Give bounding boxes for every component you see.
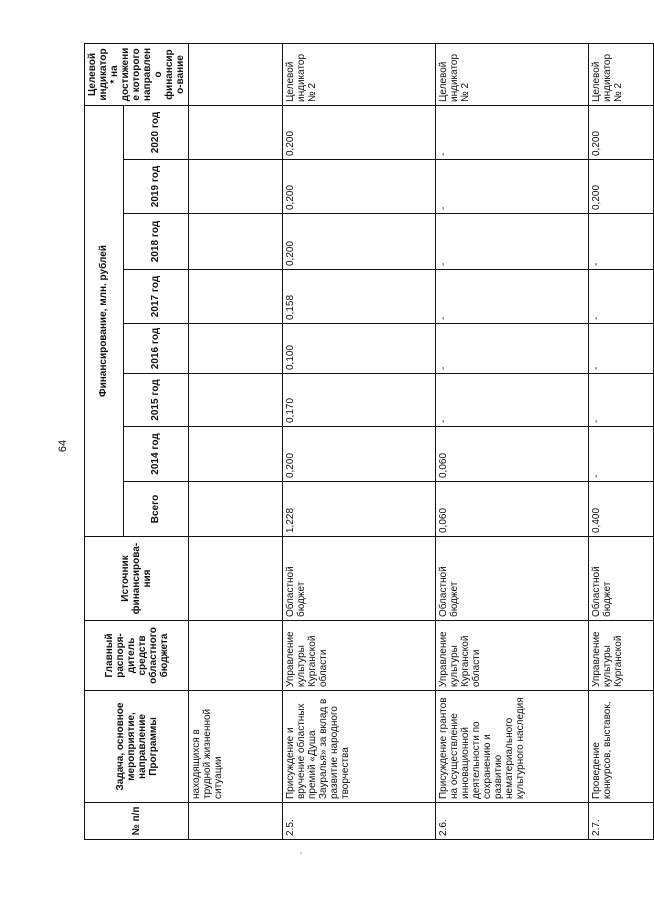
cell-num: 2.7.	[589, 803, 654, 840]
cell-2019: 0,200	[589, 160, 654, 214]
rotated-table-container	[84, 44, 624, 840]
page-number: 64	[57, 439, 69, 453]
header-2017: 2017 год	[123, 270, 188, 324]
cell-distributor	[189, 621, 283, 691]
table-row	[589, 44, 654, 840]
header-2018: 2018 год	[123, 214, 188, 270]
scan-speck	[300, 852, 302, 854]
cell-2014	[189, 427, 283, 482]
cell-2020	[189, 106, 283, 160]
table-row	[436, 44, 589, 840]
cell-2018: 0,200	[283, 214, 436, 270]
header-total: Всего	[123, 482, 188, 537]
cell-indicator: Целевой индикатор № 2	[283, 44, 436, 106]
cell-2020: -	[436, 106, 589, 160]
header-distributor: Главный распоря-дитель средств областного бюджета	[85, 621, 189, 691]
cell-2015: -	[436, 374, 589, 427]
cell-source: Областной бюджет	[589, 537, 654, 621]
cell-2017: -	[436, 270, 589, 324]
header-2020: 2020 год	[123, 106, 188, 160]
cell-2017: 0,158	[283, 270, 436, 324]
cell-total	[189, 482, 283, 537]
header-financing: Финансирование, млн. рублей	[85, 106, 124, 537]
cell-2019	[189, 160, 283, 214]
table-row	[283, 44, 436, 840]
cell-total: 0,400	[589, 482, 654, 537]
cell-2018	[189, 214, 283, 270]
cell-num: 2.5.	[283, 803, 436, 840]
cell-2014: 0,200	[283, 427, 436, 482]
cell-task: Присуждение и вручение областных премий «Душа Зауралья» за вклад в развитие народного творчества	[283, 691, 436, 803]
cell-2016	[189, 324, 283, 374]
header-task: Задача, основное мероприятие, направление Программы	[85, 691, 189, 803]
header-indicator: Целевой индикатор* на достижение которого направлено финансиро-вание	[85, 44, 189, 106]
cell-distributor: Управление культуры Курганской области	[283, 621, 436, 691]
header-2014: 2014 год	[123, 427, 188, 482]
cell-2018: -	[436, 214, 589, 270]
cell-indicator: Целевой индикатор № 2	[436, 44, 589, 106]
cell-source: Областной бюджет	[436, 537, 589, 621]
header-2019: 2019 год	[123, 160, 188, 214]
header-2016: 2016 год	[123, 324, 188, 374]
cell-2019: 0,200	[283, 160, 436, 214]
cell-num	[189, 803, 283, 840]
cell-2014: 0,060	[436, 427, 589, 482]
cell-2016: 0,100	[283, 324, 436, 374]
cell-2020: 0,200	[283, 106, 436, 160]
header-num: № п/п	[85, 803, 189, 840]
cell-distributor: Управление культуры Курганской области	[436, 621, 589, 691]
cell-num: 2.6.	[436, 803, 589, 840]
financing-table	[84, 43, 654, 840]
cell-task: находящихся в трудной жизненной ситуации	[189, 691, 283, 803]
cell-2017: -	[589, 270, 654, 324]
cell-task: Проведение конкурсов, выставок,	[589, 691, 654, 803]
cell-total: 0,060	[436, 482, 589, 537]
cell-2018: -	[589, 214, 654, 270]
cell-2016: -	[436, 324, 589, 374]
cell-2014: -	[589, 427, 654, 482]
cell-2019: -	[436, 160, 589, 214]
table-row	[189, 44, 283, 840]
cell-indicator	[189, 44, 283, 106]
cell-2015	[189, 374, 283, 427]
header-source: Источник финансирова-ния	[85, 537, 189, 621]
cell-source: Областной бюджет	[283, 537, 436, 621]
cell-distributor: Управление культуры Курганской	[589, 621, 654, 691]
cell-2017	[189, 270, 283, 324]
cell-2020: 0,200	[589, 106, 654, 160]
cell-2015: -	[589, 374, 654, 427]
header-row-1	[85, 44, 124, 840]
cell-2015: 0,170	[283, 374, 436, 427]
cell-source	[189, 537, 283, 621]
cell-indicator: Целевой индикатор № 2	[589, 44, 654, 106]
rotated-table	[84, 44, 624, 840]
header-2015: 2015 год	[123, 374, 188, 427]
cell-2016: -	[589, 324, 654, 374]
cell-total: 1,228	[283, 482, 436, 537]
cell-task: Присуждение грантов на осуществление инновационной деятельности по сохранению и развитию нематериального культурного наследия	[436, 691, 589, 803]
